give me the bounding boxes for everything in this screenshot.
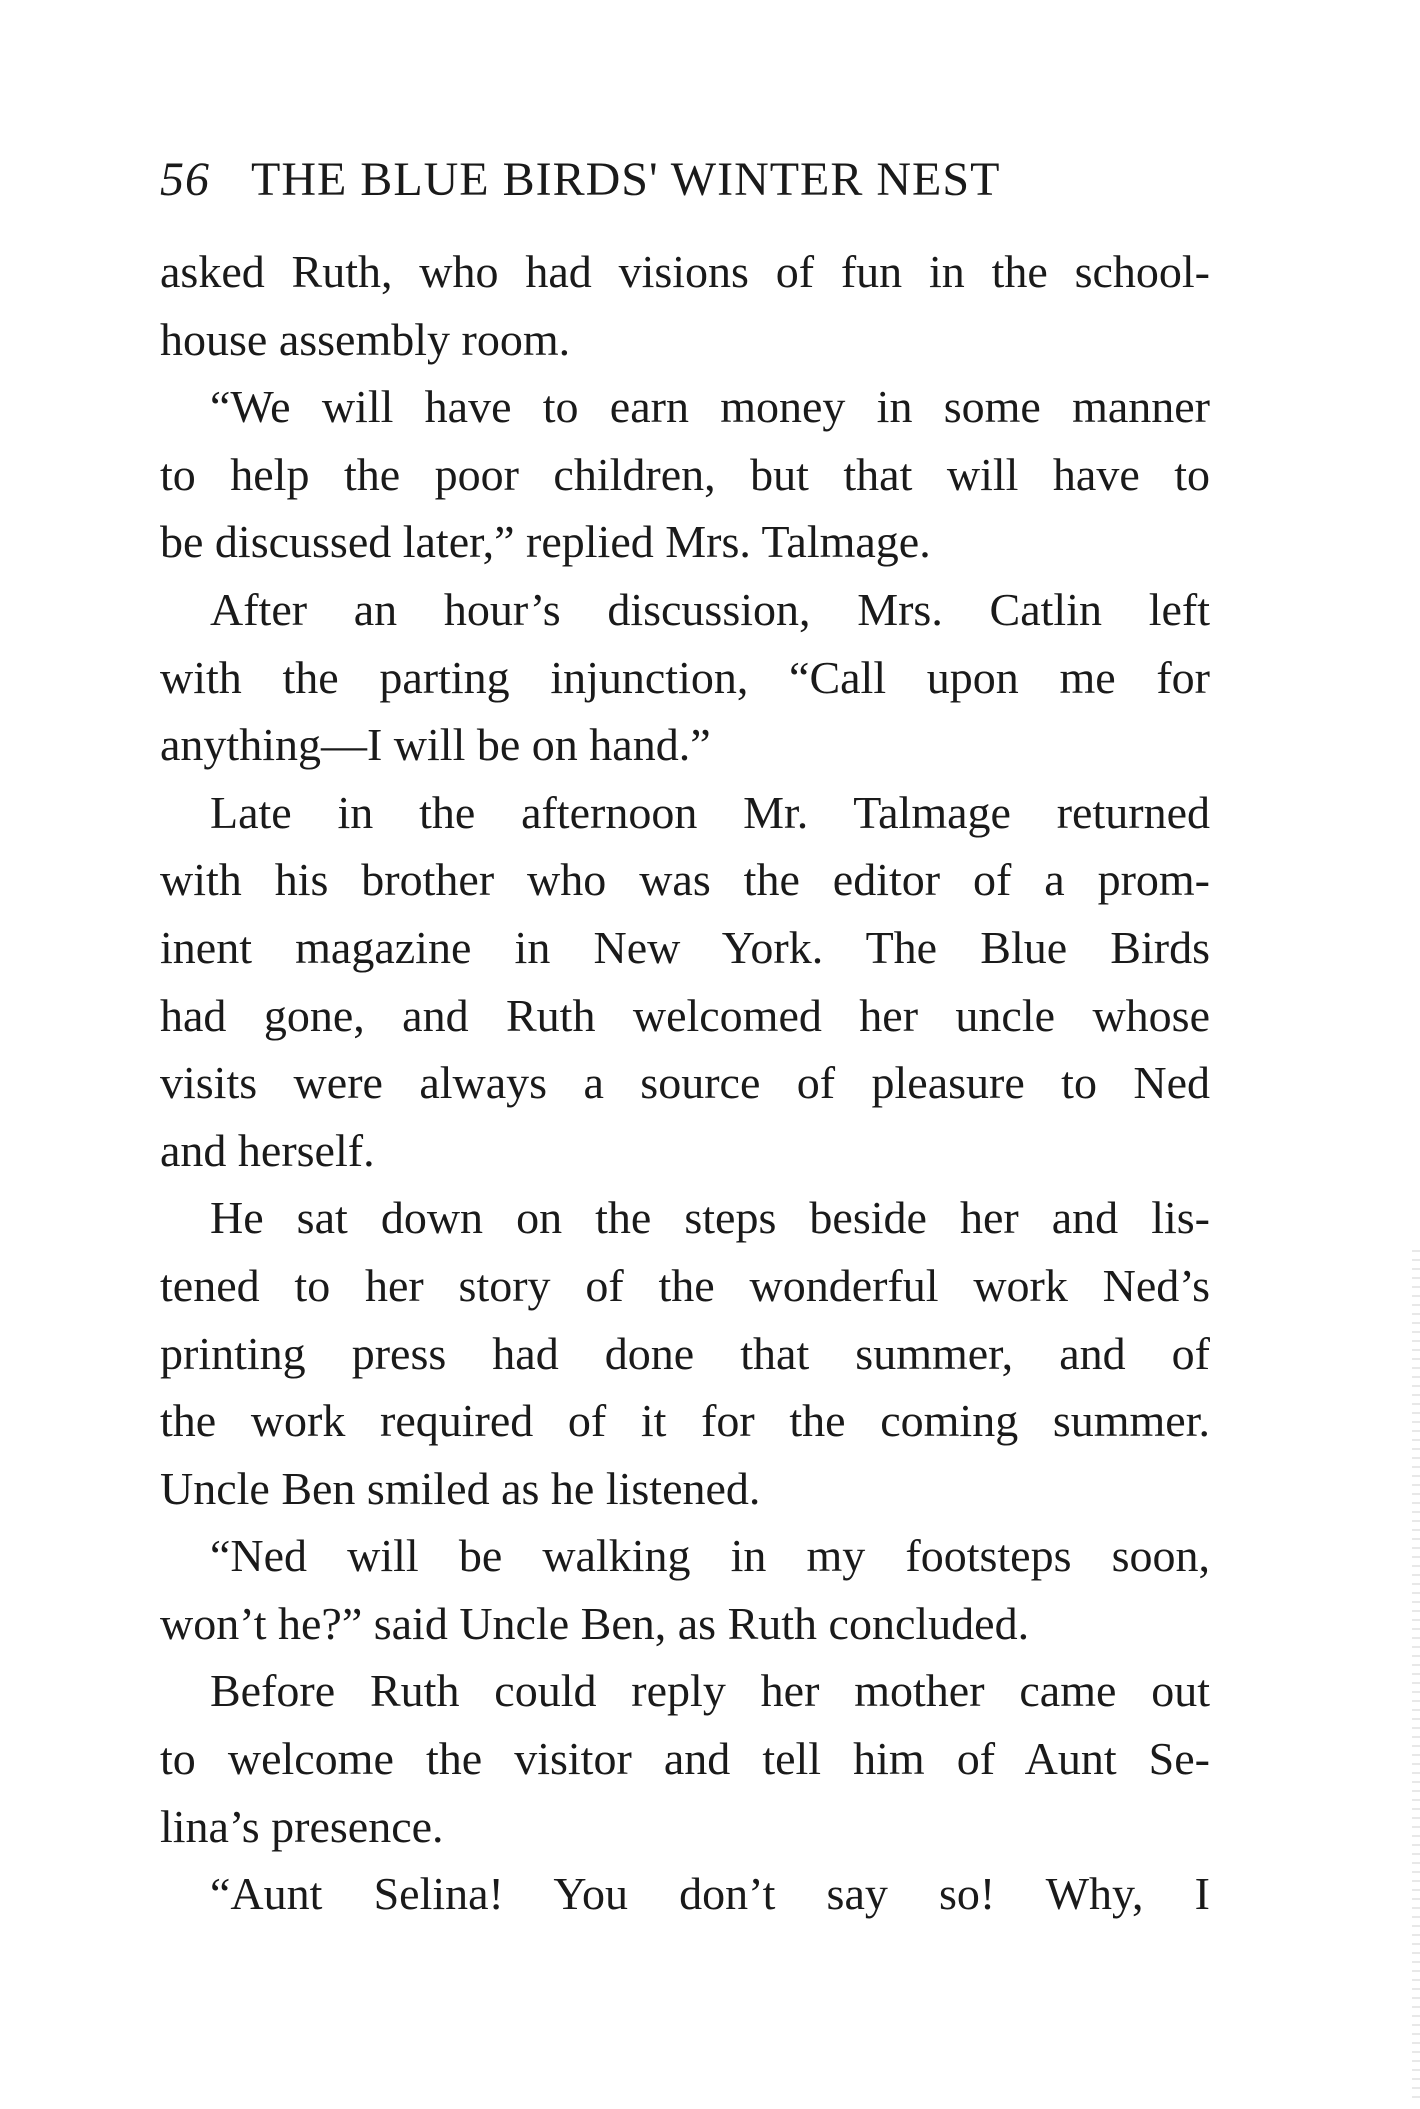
text-line: After an hour’s discussion, Mrs. Catlin left [210,583,1210,635]
text-line: had gone, and Ruth welcomed her uncle whose [160,989,1210,1041]
text-line: inent magazine in New York. The Blue Birds [160,921,1210,973]
text-line: to help the poor children, but that will have to [160,448,1210,500]
text-line: be discussed later,” replied Mrs. Talmage. [160,516,931,568]
text-line: “We will have to earn money in some manner [210,381,1210,433]
text-line: with his brother who was the editor of a prom- [160,854,1210,906]
text-line: won’t he?” said Uncle Ben, as Ruth concluded. [160,1597,1030,1649]
text-line: and herself. [160,1124,375,1176]
scan-edge-mark [1412,1250,1420,2100]
running-title: THE BLUE BIRDS' WINTER NEST [251,153,1001,206]
text-line: visits were always a source of pleasure to Ned [160,1057,1210,1109]
text-line: house assembly room. [160,313,571,365]
text-line: anything—I will be on hand.” [160,719,711,771]
text-line: Before Ruth could reply her mother came out [210,1665,1210,1717]
text-line: Uncle Ben smiled as he listened. [160,1462,761,1514]
text-line: Late in the afternoon Mr. Talmage returned [210,786,1210,838]
text-line: He sat down on the steps beside her and lis- [210,1192,1210,1244]
text-line: lina’s presence. [160,1800,444,1852]
text-line: the work required of it for the coming summer. [160,1395,1210,1447]
text-line: printing press had done that summer, and of [160,1327,1210,1379]
text-line: with the parting injunction, “Call upon me for [160,651,1210,703]
text-line: tened to her story of the wonderful work Ned’s [160,1259,1210,1311]
page-number: 56 [160,153,210,206]
text-line: “Ned will be walking in my footsteps soon, [210,1530,1210,1582]
running-head [160,145,1210,215]
text-line: asked Ruth, who had visions of fun in the school- [160,246,1210,297]
text-line: “Aunt Selina! You don’t say so! Why, I [210,1868,1210,1920]
body-text [160,238,1210,1928]
text-line: to welcome the visitor and tell him of Aunt Se- [160,1733,1210,1785]
